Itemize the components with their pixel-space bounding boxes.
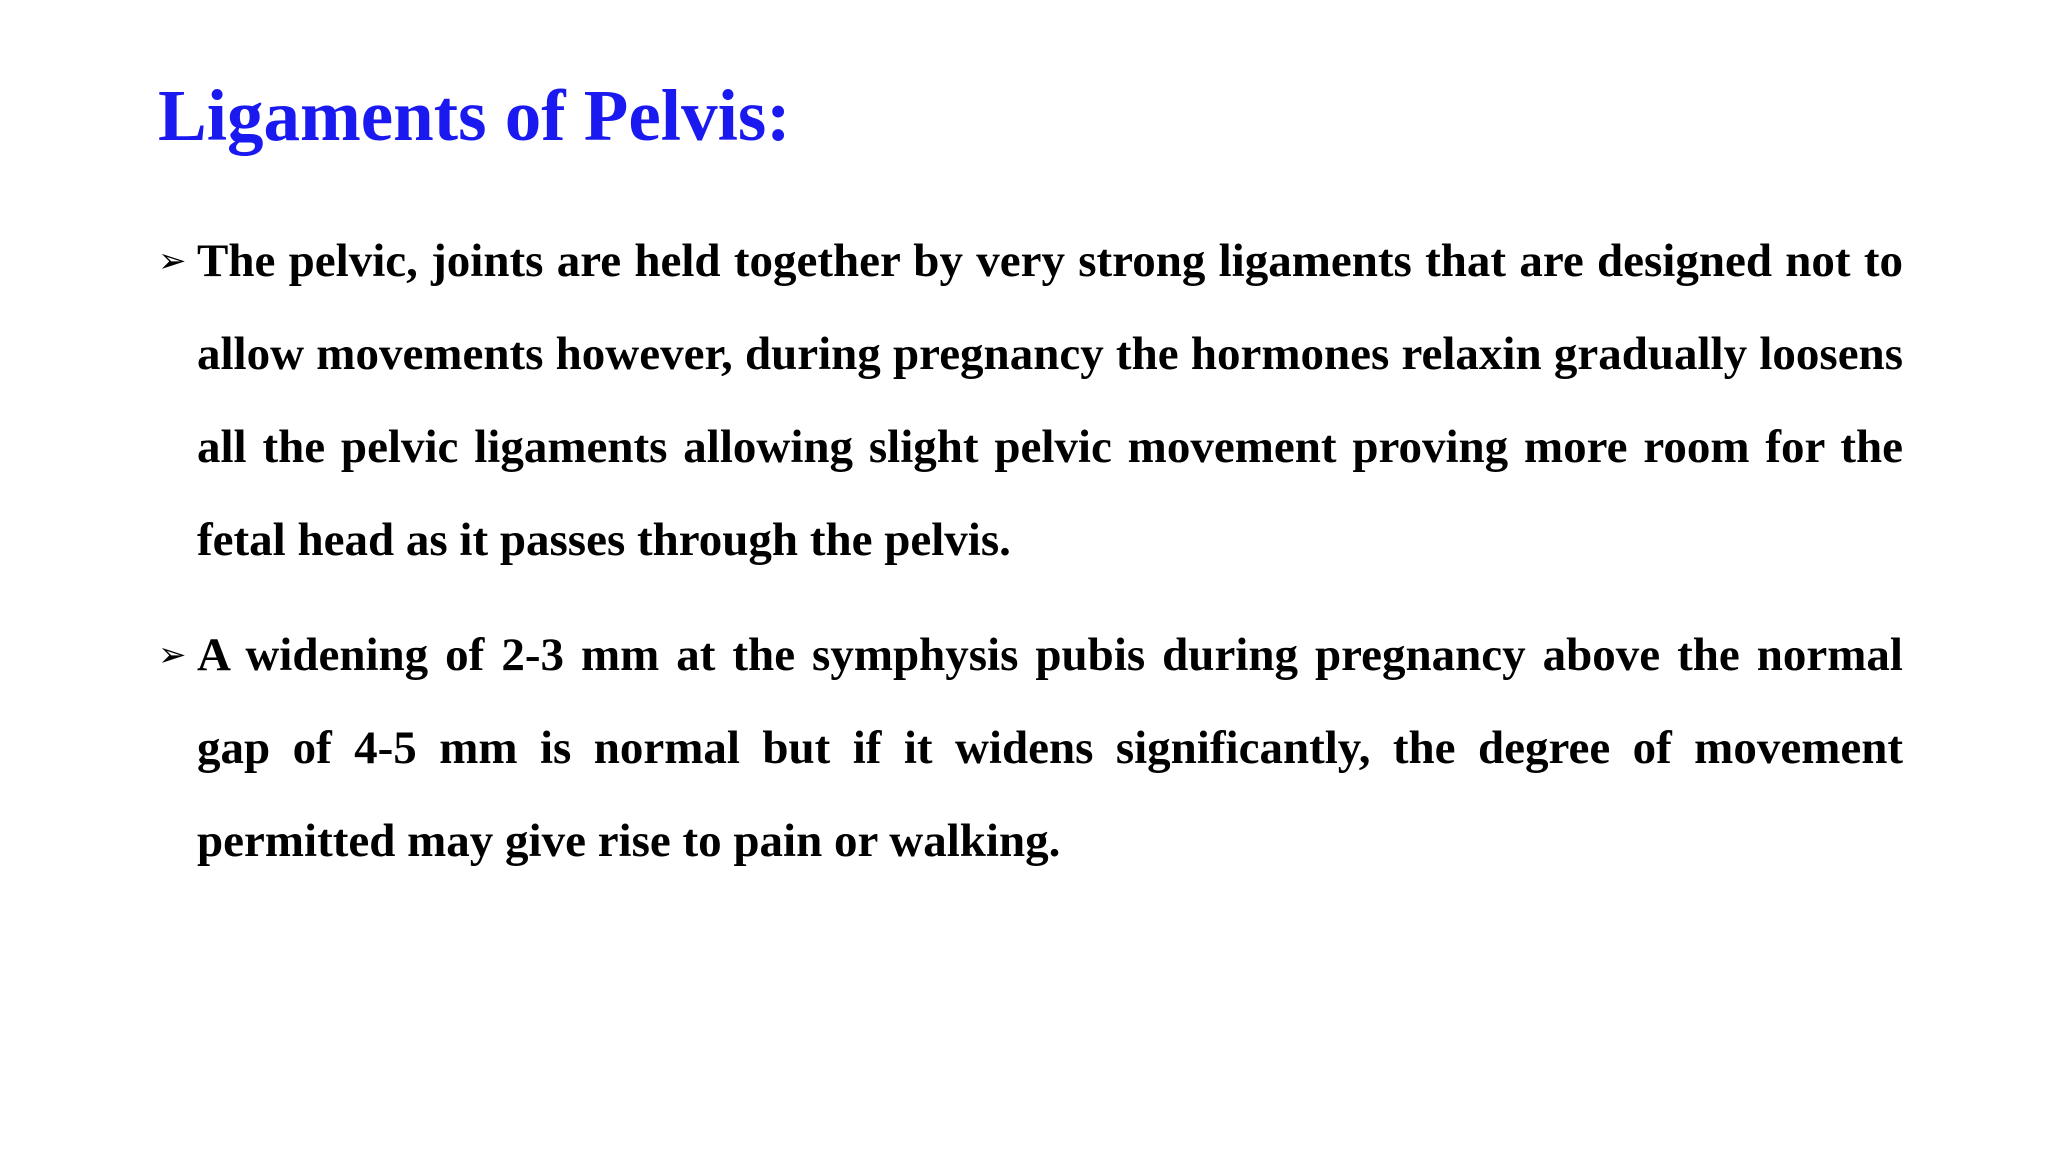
slide-title: Ligaments of Pelvis: — [158, 75, 791, 156]
bullet-text: The pelvic, joints are held together by very strong ligaments that are designed not to allow movements however, during pregnancy the hormones relaxin gradually loosens all the pelvic ligaments allowing slight pelvic movement proving more room for the fetal head as it passes through the pelvis. — [197, 235, 1903, 566]
arrowhead-bullet-icon: ➢ — [158, 635, 187, 675]
bullet-list — [158, 215, 1903, 910]
bullet-text: A widening of 2-3 mm at the symphysis pubis during pregnancy above the normal gap of 4-5 mm is normal but if it widens significantly, the degree of movement permitted may give rise to pain or walking. — [197, 629, 1903, 867]
list-item — [158, 215, 1903, 587]
arrowhead-bullet-icon: ➢ — [158, 241, 187, 281]
list-item — [158, 609, 1903, 888]
